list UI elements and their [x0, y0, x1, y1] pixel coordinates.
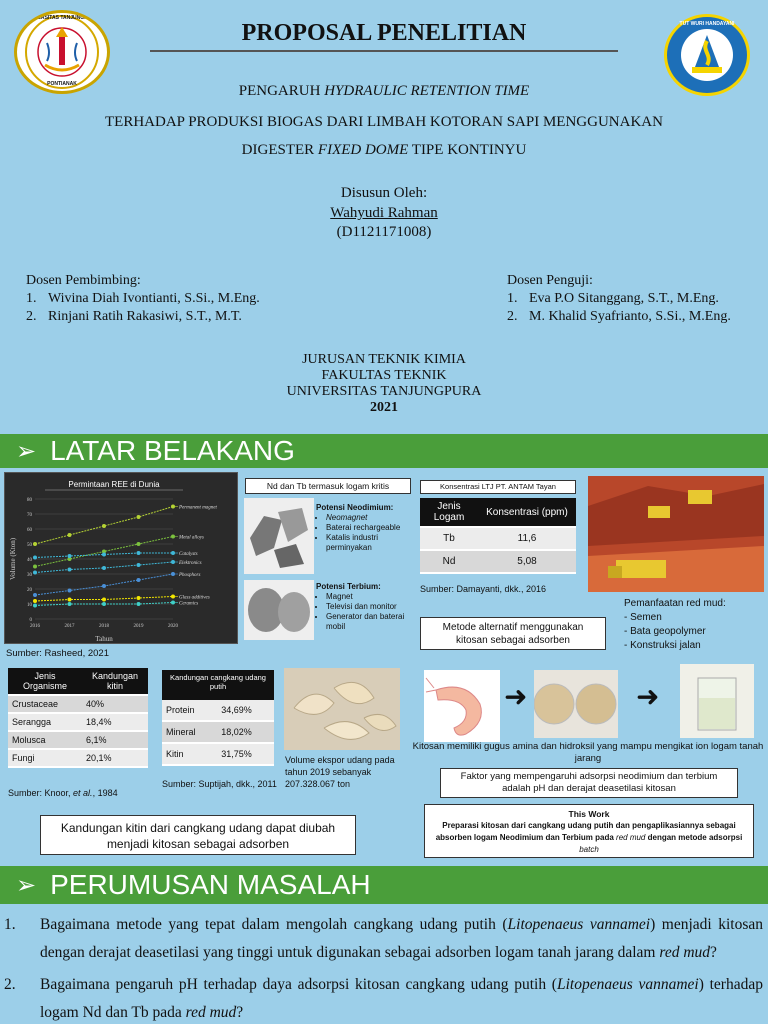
table-row: Molusca 6,1%	[8, 731, 148, 749]
y-tick-label: 0	[29, 618, 32, 623]
dosen-pembimbing-item: 2. Rinjani Ratih Rakasiwi, S.T., M.T.	[26, 309, 242, 324]
table-row: Fungi 20,1%	[8, 749, 148, 767]
neodymium-potential	[316, 503, 408, 553]
series-point	[137, 542, 141, 546]
series-point	[68, 598, 72, 602]
series-point	[102, 584, 106, 588]
series-point	[137, 515, 141, 519]
research-title-line3-post: TIPE KONTINYU	[408, 142, 527, 158]
series-point	[171, 560, 175, 564]
series-point	[171, 535, 175, 539]
series-point	[137, 551, 141, 555]
x-axis-label: Tahun	[95, 635, 113, 643]
terbium-photo	[244, 580, 314, 640]
ree-demand-chart	[4, 472, 238, 644]
red-mud-mining-photo	[588, 476, 764, 592]
y-tick-label: 50	[27, 543, 32, 548]
nd-potential-item: • Neomagnet	[326, 513, 408, 523]
series-point	[137, 563, 141, 567]
table-row: Serangga 18,4%	[8, 713, 148, 731]
neodymium-photo	[244, 498, 314, 574]
series-point	[102, 524, 106, 528]
university-logo	[14, 10, 110, 94]
red-mud-use-item: - Konstruksi jalan	[624, 640, 701, 651]
dosen-penguji-item: 1. Eva P.O Sitanggang, S.T., M.Eng.	[507, 291, 719, 306]
series-label: Metal alloys	[179, 535, 204, 541]
table-row: Tb 11,6	[420, 527, 576, 550]
nd-potential-item: • Katalis industri perminyakan	[326, 533, 408, 553]
author-name-text: Wahyudi Rahman	[330, 205, 438, 221]
series-point	[171, 601, 175, 605]
export-volume-text: Volume ekspor udang pada tahun 2019 sebanyak 207.328.067 ton	[285, 755, 395, 789]
university-logo-text: UNIVERSITAS TANJUNGPURA	[25, 15, 99, 21]
series-point	[102, 602, 106, 606]
research-question-item: 1. Bagaimana metode yang tepat dalam mengolah cangkang udang putih (Litopenaeus vannamei) menjadi kitosan dengan derajat deasetilasi yang tinggi untuk digunakan sebagai adsorben logam tanah jarang dalam red mud?	[4, 916, 763, 961]
series-label: Catalysts	[179, 552, 198, 557]
this-work-text: Preparasi kitosan dari cangkang udang putih dan pengaplikasiannya sebagai absorben logam Neodimium dan Terbium pada red mud dengan metode adsorpsi batch	[435, 821, 743, 854]
department: JURUSAN TEKNIK KIMIA	[302, 352, 466, 367]
series-point	[171, 551, 175, 555]
dosen-pembimbing-item: 1. Wivina Diah Ivontianti, S.Si., M.Eng.	[26, 291, 260, 306]
faculty: FAKULTAS TEKNIK	[321, 368, 447, 383]
antam-source: Sumber: Damayanti, dkk., 2016	[420, 584, 547, 594]
research-title-line3-pre: DIGESTER	[241, 142, 318, 158]
institution-block	[0, 352, 768, 416]
y-axis-label: Volume (Kton)	[9, 537, 17, 581]
series-point	[102, 553, 106, 557]
tb-potential-item: • Generator dan baterai mobil	[326, 612, 408, 632]
process-arrow-icon: ➜	[504, 682, 528, 713]
series-point	[137, 602, 141, 606]
y-tick-label: 80	[27, 498, 32, 503]
series-point	[68, 568, 72, 572]
series-point	[68, 589, 72, 593]
x-tick-label: 2020	[168, 624, 178, 629]
series-point	[102, 566, 106, 570]
series-point	[33, 571, 37, 575]
process-arrow-icon: ➜	[636, 682, 660, 713]
x-tick-label: 2017	[64, 624, 75, 629]
series-point	[68, 602, 72, 606]
series-label: Glass additives	[179, 595, 210, 601]
series-point	[68, 554, 72, 558]
section-banner-latar-belakang	[0, 434, 768, 468]
red-mud-use-item: - Semen	[624, 612, 662, 623]
research-question-item: 2. Bagaimana pengaruh pH terhadap daya adsorpsi kitosan cangkang udang putih (Litopenaeus vannamei) terhadap logam Nd dan Tb pada red mud?	[4, 976, 763, 1021]
university-logo-city: PONTIANAK	[47, 81, 77, 87]
author-nim: (D1121171008)	[336, 224, 432, 240]
research-title-line2: TERHADAP PRODUKSI BIOGAS DARI LIMBAH KOTORAN SAPI MENGGUNAKAN	[105, 114, 663, 130]
chart-source: Sumber: Rasheed, 2021	[6, 648, 109, 659]
series-point	[137, 596, 141, 600]
y-tick-label: 10	[27, 603, 32, 608]
dosen-penguji-block	[507, 272, 731, 326]
x-tick-label: 2018	[99, 624, 109, 629]
shell-table-caption: Kandungan cangkang udang putih	[162, 670, 274, 700]
series-point	[171, 505, 175, 509]
antam-header: Konsentrasi (ppm)	[478, 498, 576, 527]
shrimp-photo	[424, 670, 500, 742]
series-point	[171, 572, 175, 576]
series-point	[33, 599, 37, 603]
y-tick-label: 60	[27, 528, 32, 533]
shrimp-shell-photo	[284, 668, 400, 750]
series-label: Ceramics	[179, 601, 199, 607]
alternative-method-box: Metode alternatif menggunakan kitosan sebagai adsorben	[420, 617, 606, 650]
ree-chart-svg	[5, 473, 239, 645]
table-row: Nd 5,08	[420, 550, 576, 573]
research-title-line3	[0, 142, 768, 159]
series-point	[137, 578, 141, 582]
chart-title: Permintaan REE di Dunia	[68, 480, 160, 489]
x-tick-label: 2019	[133, 624, 144, 629]
series-point	[33, 565, 37, 569]
series-point	[68, 533, 72, 537]
year: 2021	[370, 400, 398, 415]
series-point	[33, 593, 37, 597]
table-row: Crustaceae 40%	[8, 695, 148, 713]
organism-header: Jenis Organisme	[8, 668, 82, 695]
banner-arrow-icon: ➢	[16, 437, 37, 465]
title-underline	[150, 50, 618, 52]
series-point	[171, 595, 175, 599]
dosen-penguji-label: Dosen Penguji:	[507, 273, 593, 288]
research-title-line3-italic: FIXED DOME	[317, 142, 409, 158]
red-mud-uses-title: Pemanfaatan red mud:	[624, 598, 726, 609]
shell-content-table	[162, 700, 274, 766]
x-tick-label: 2016	[30, 624, 40, 629]
section-title-perumusan-masalah: PERUMUSAN MASALAH	[50, 869, 371, 900]
nd-tb-critical-box: Nd dan Tb termasuk logam kritis	[245, 478, 411, 494]
organism-source: Sumber: Knoor, et al., 1984	[8, 788, 118, 798]
section-banner-perumusan-masalah	[0, 866, 768, 904]
this-work-title: This Work	[568, 809, 610, 819]
series-point	[33, 556, 37, 560]
research-title-line1-italic: HYDRAULIC RETENTION TIME	[324, 83, 530, 99]
nd-potential-item: • Baterai rechargeable	[326, 523, 408, 533]
poster-title: PROPOSAL PENELITIAN	[241, 20, 527, 46]
tut-wuri-logo-text: TUT WURI HANDAYANI	[679, 21, 735, 27]
series-point	[33, 542, 37, 546]
series-point	[33, 604, 37, 608]
dosen-pembimbing-label: Dosen Pembimbing:	[26, 273, 141, 288]
dosen-pembimbing-block	[26, 272, 260, 326]
university: UNIVERSITAS TANJUNGPURA	[286, 384, 482, 399]
table-row: Mineral 18,02%	[162, 721, 274, 743]
adsorption-beaker-photo	[680, 664, 754, 738]
terbium-potential	[316, 582, 408, 632]
adsorption-factor-box: Faktor yang mempengaruhi adsorpsi neodimium dan terbium adalah pH dan derajat deasetilasi kitosan	[440, 768, 738, 798]
section-title-latar-belakang: LATAR BELAKANG	[50, 435, 295, 466]
organism-header: Kandungan kitin	[82, 668, 148, 695]
banner-arrow-icon: ➢	[16, 871, 37, 899]
research-title-line1	[0, 83, 768, 100]
y-tick-label: 20	[27, 588, 32, 593]
tb-potential-item: • Televisi dan monitor	[326, 602, 408, 612]
series-point	[102, 598, 106, 602]
red-mud-use-item: - Bata geopolymer	[624, 626, 706, 637]
chitosan-caption: Kitosan memiliki gugus amina dan hidroksil yang mampu mengikat ion logam tanah jarang	[412, 741, 764, 764]
this-work-box	[424, 804, 754, 858]
shell-source: Sumber: Suptijah, dkk., 2011	[162, 779, 277, 789]
table-row: Protein 34,69%	[162, 700, 274, 721]
research-title-line1-pre: PENGARUH	[238, 83, 325, 99]
antam-table	[420, 498, 576, 574]
antam-caption: Konsentrasi LTJ PT. ANTAM Tayan	[420, 480, 576, 494]
table-row: Kitin 31,75%	[162, 743, 274, 765]
antam-header: Jenis Logam	[420, 498, 478, 527]
red-mud-uses	[624, 597, 726, 653]
tb-potential-item: • Magnet	[326, 592, 408, 602]
series-label: Phosphors	[179, 573, 201, 578]
chitosan-powder-photo	[534, 670, 618, 738]
y-tick-label: 70	[27, 513, 32, 518]
chitin-organism-table	[8, 668, 148, 768]
series-label: Elektronics	[179, 561, 202, 566]
series-label: Permanent magnet	[179, 505, 217, 511]
research-questions	[4, 911, 763, 1024]
dosen-penguji-item: 2. M. Khalid Syafrianto, S.Si., M.Eng.	[507, 309, 731, 324]
y-tick-label: 40	[27, 558, 32, 563]
y-tick-label: 30	[27, 573, 32, 578]
author-name	[0, 205, 768, 222]
disusun-label: Disusun Oleh:	[340, 185, 428, 201]
chitin-conversion-box: Kandungan kitin dari cangkang udang dapat diubah menjadi kitosan sebagai adsorben	[40, 815, 356, 855]
nd-potential-title: Potensi Neodimium:	[316, 503, 394, 512]
tb-potential-title: Potensi Terbium:	[316, 582, 381, 591]
